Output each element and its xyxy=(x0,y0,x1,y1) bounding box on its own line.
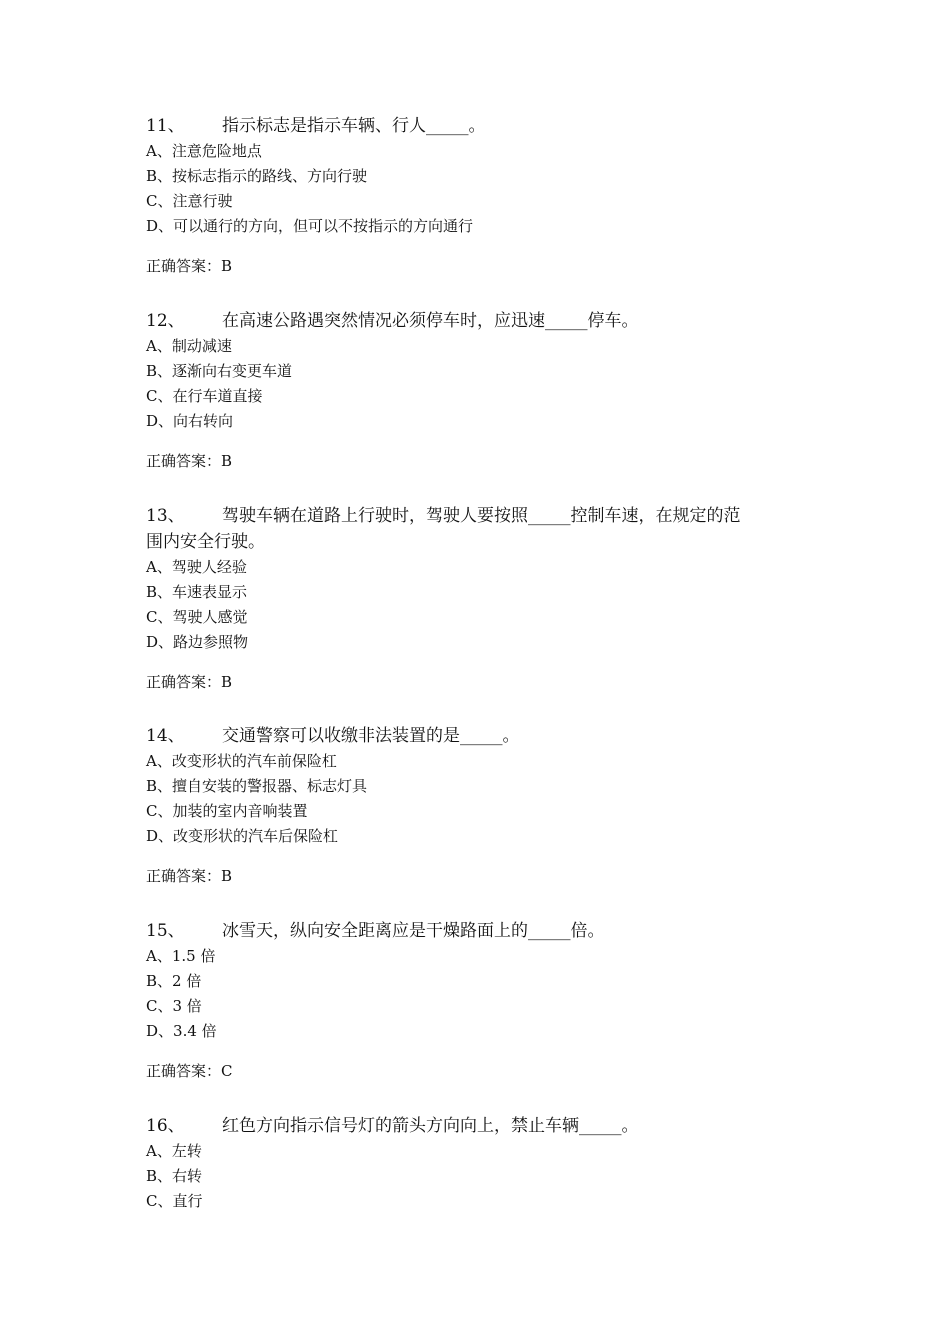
question-stem xyxy=(146,113,816,139)
option-a: A、驾驶人经验 xyxy=(146,558,247,576)
question-stem xyxy=(146,918,816,944)
option-d: D、可以通行的方向，但可以不按指示的方向通行 xyxy=(146,217,474,235)
option-a: A、左转 xyxy=(146,1142,202,1160)
option-b: B、擅自安装的警报器、标志灯具 xyxy=(146,777,368,795)
question-stem-continued xyxy=(146,529,816,555)
question-text: 指示标志是指示车辆、行人_____。 xyxy=(222,116,486,136)
question-text: 红色方向指示信号灯的箭头方向向上，禁止车辆_____。 xyxy=(222,1116,639,1136)
question-stem xyxy=(146,723,816,749)
option-b: B、车速表显示 xyxy=(146,583,248,601)
option-a: A、制动减速 xyxy=(146,337,232,355)
question-text: 驾驶车辆在道路上行驶时，驾驶人要按照_____控制车速，在规定的范 xyxy=(222,506,741,526)
option-b: B、2 倍 xyxy=(146,972,202,990)
question-stem xyxy=(146,503,816,529)
correct-answer: 正确答案：B xyxy=(146,673,233,691)
option-c: C、3 倍 xyxy=(146,997,202,1015)
correct-answer: 正确答案：C xyxy=(146,1062,233,1080)
correct-answer: 正确答案：B xyxy=(146,867,233,885)
question-16 xyxy=(146,1113,816,1214)
option-c: C、在行车道直接 xyxy=(146,387,263,405)
option-c: C、注意行驶 xyxy=(146,192,233,210)
option-d: D、3.4 倍 xyxy=(146,1022,217,1040)
question-number: 12、 xyxy=(146,311,185,331)
question-stem xyxy=(146,1113,816,1139)
option-c: C、驾驶人感觉 xyxy=(146,608,248,626)
question-15 xyxy=(146,918,816,1084)
question-text-continued: 围内安全行驶。 xyxy=(146,532,265,552)
question-number: 13、 xyxy=(146,506,185,526)
option-c: C、直行 xyxy=(146,1192,203,1210)
question-stem xyxy=(146,308,816,334)
question-text: 冰雪天，纵向安全距离应是干燥路面上的_____倍。 xyxy=(222,921,605,941)
option-d: D、改变形状的汽车后保险杠 xyxy=(146,827,339,845)
option-d: D、路边参照物 xyxy=(146,633,249,651)
correct-answer: 正确答案：B xyxy=(146,257,233,275)
option-b: B、按标志指示的路线、方向行驶 xyxy=(146,167,368,185)
question-text: 交通警察可以收缴非法装置的是_____。 xyxy=(222,726,520,746)
question-number: 14、 xyxy=(146,726,185,746)
question-12 xyxy=(146,308,816,474)
option-a: A、改变形状的汽车前保险杠 xyxy=(146,752,337,770)
question-text: 在高速公路遇突然情况必须停车时，应迅速_____停车。 xyxy=(222,311,639,331)
question-11 xyxy=(146,113,816,279)
question-13 xyxy=(146,503,816,695)
option-a: A、注意危险地点 xyxy=(146,142,262,160)
option-b: B、逐渐向右变更车道 xyxy=(146,362,293,380)
option-a: A、1.5 倍 xyxy=(146,947,216,965)
question-number: 16、 xyxy=(146,1116,185,1136)
question-14 xyxy=(146,723,816,889)
question-number: 11、 xyxy=(146,116,185,136)
option-b: B、右转 xyxy=(146,1167,203,1185)
correct-answer: 正确答案：B xyxy=(146,452,233,470)
question-number: 15、 xyxy=(146,921,185,941)
option-c: C、加装的室内音响装置 xyxy=(146,802,308,820)
option-d: D、向右转向 xyxy=(146,412,234,430)
